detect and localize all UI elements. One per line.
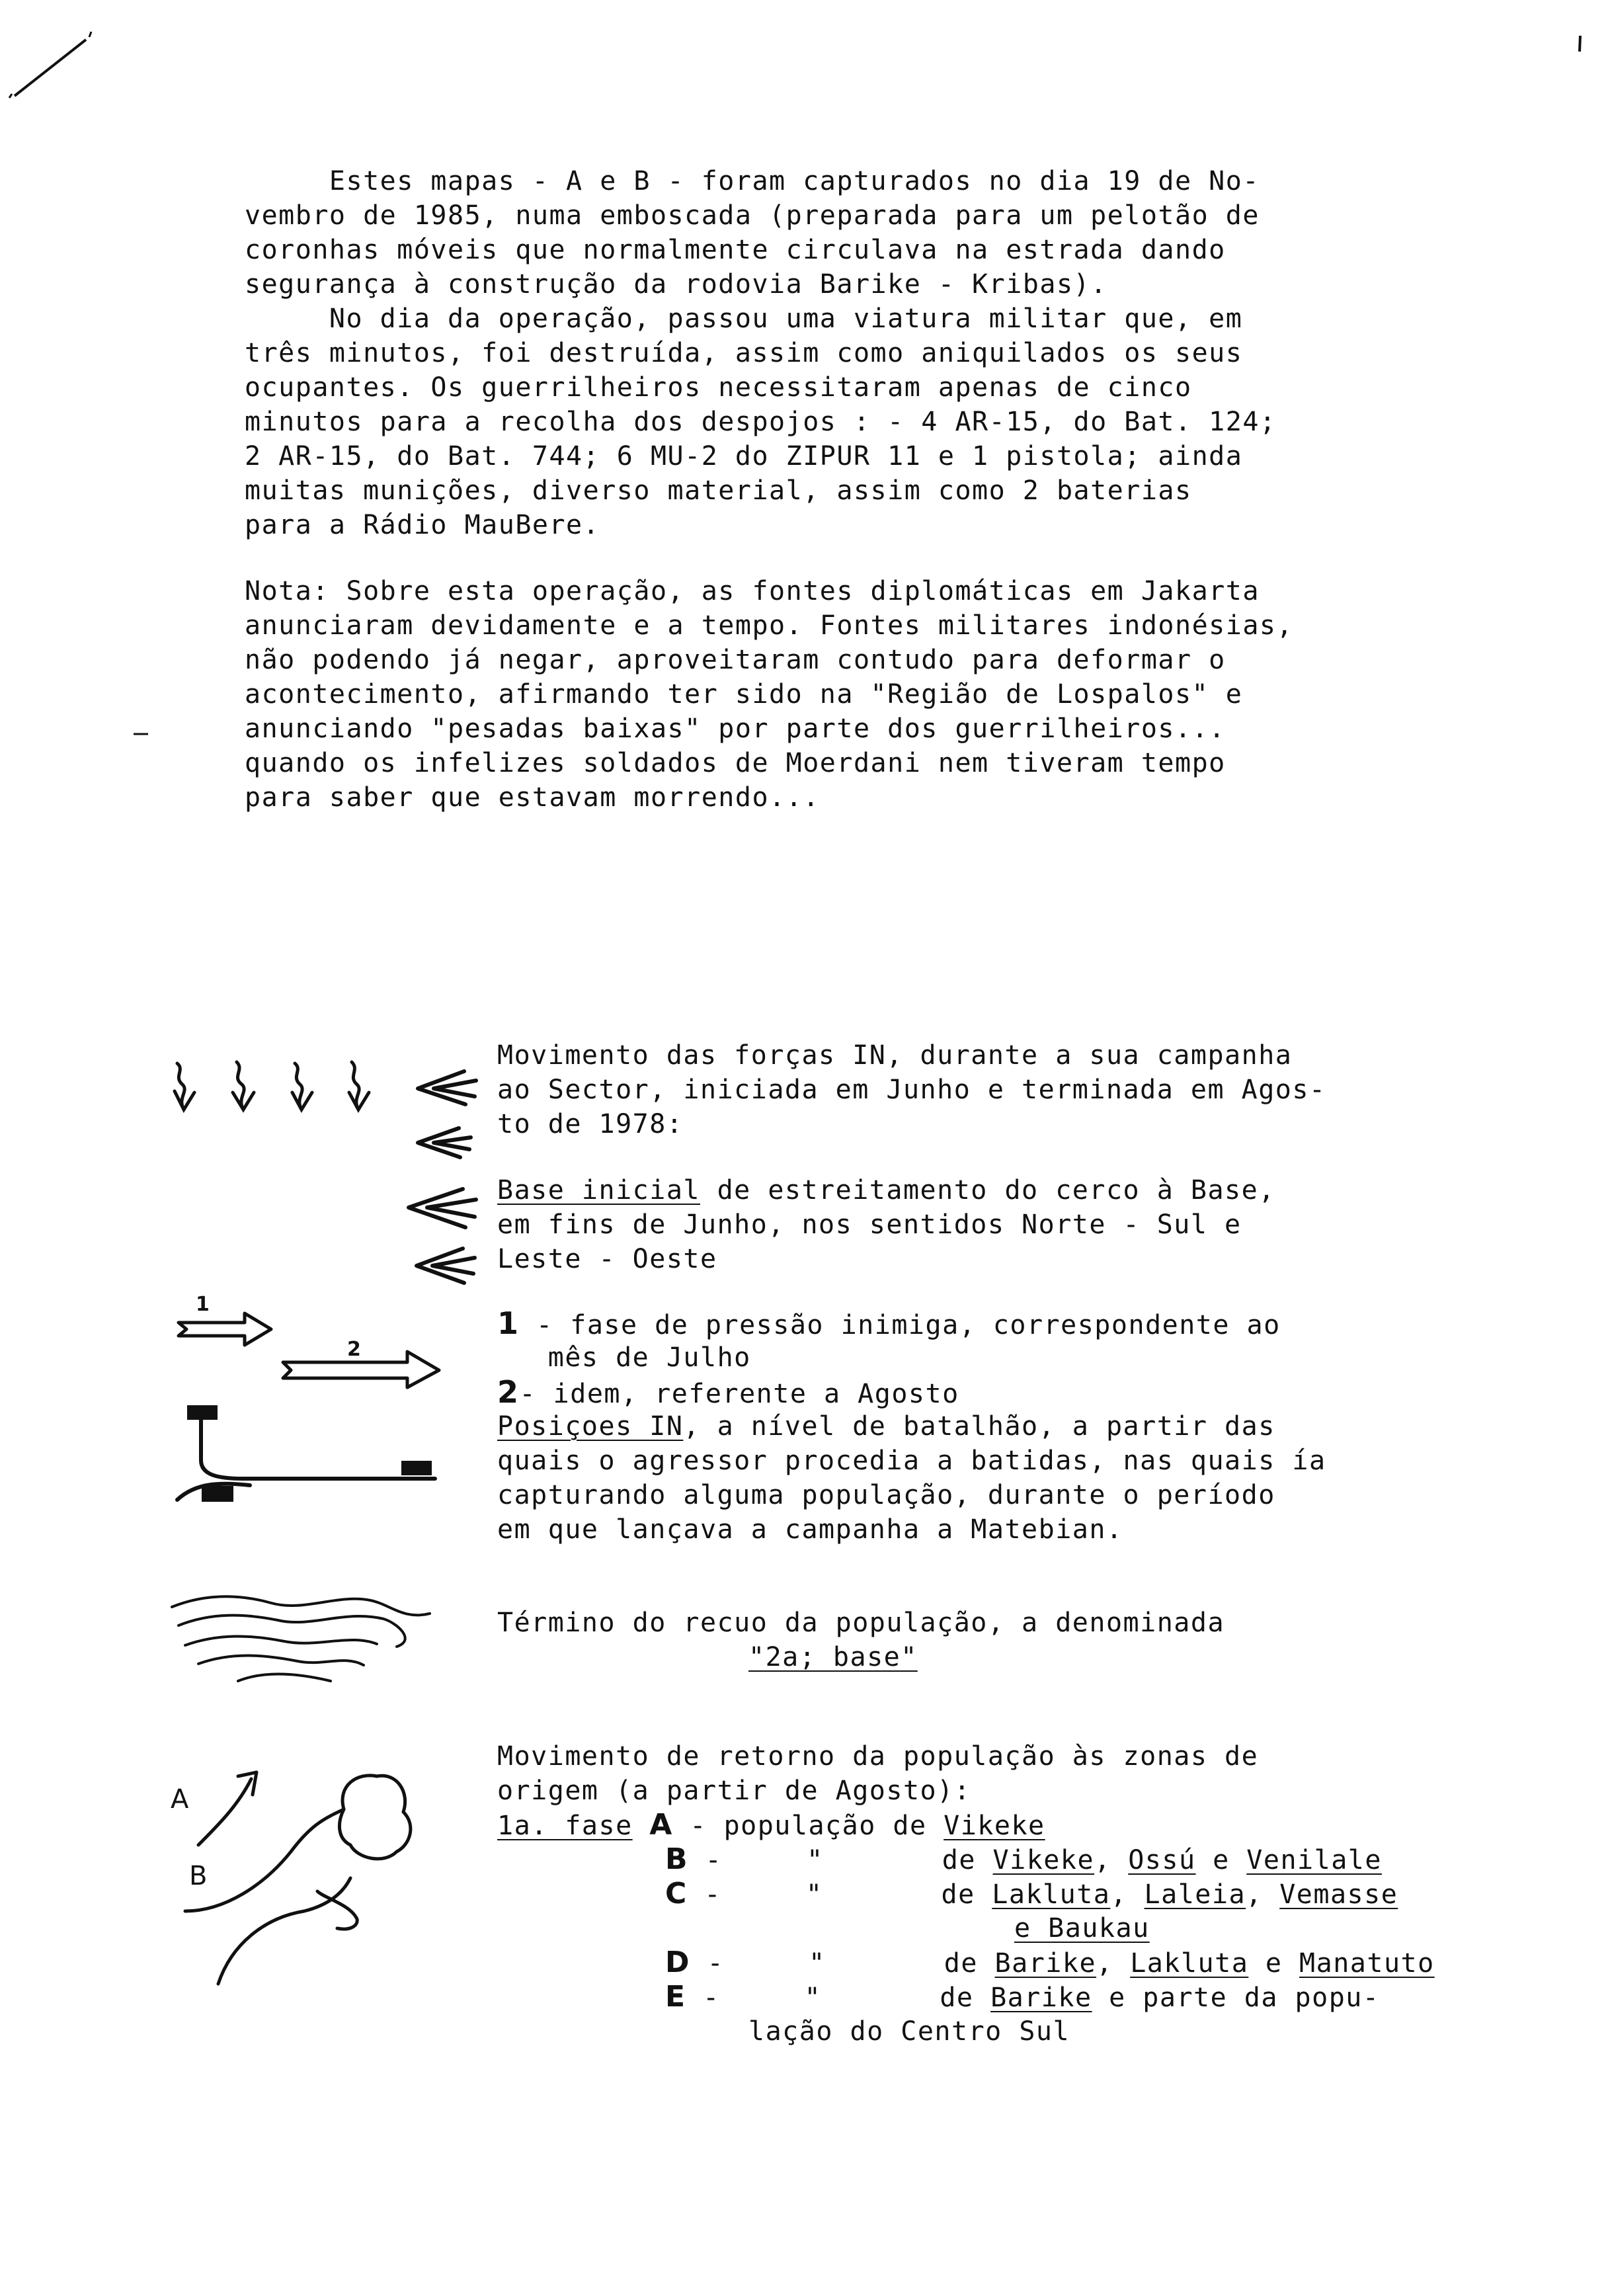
margin-tick-mark bbox=[1577, 34, 1584, 54]
legend-pressure-line: 1 - fase de pressão inimiga, correspondente ao bbox=[497, 1305, 1281, 1341]
legend-termino-line: Término do recuo da população, a denominada bbox=[497, 1608, 1225, 1638]
base-inicial-term: Base inicial bbox=[497, 1175, 700, 1206]
phase-2-number: 2 bbox=[497, 1374, 520, 1410]
segunda-base-label: "2a; base" bbox=[748, 1642, 918, 1672]
place-name: Barike bbox=[990, 1983, 1092, 2013]
row-letter: E bbox=[665, 1980, 686, 2014]
note-line: quando os infelizes soldados de Moerdani nem tiveram tempo bbox=[245, 748, 1226, 778]
intro-line: coronhas móveis que normalmente circulava na estrada dando bbox=[245, 235, 1226, 265]
note-line: Nota: Sobre esta operação, as fontes diplomáticas em Jakarta bbox=[245, 576, 1260, 606]
legend-positions-line: capturando alguma população, durante o período bbox=[497, 1480, 1275, 1510]
legend-retorno-line: Movimento de retorno da população às zonas de bbox=[497, 1741, 1259, 1772]
retorno-row-e-cont: lação do Centro Sul bbox=[748, 2016, 1070, 2047]
note-line: não podendo já negar, aproveitaram contudo para deformar o bbox=[245, 645, 1226, 675]
return-movement-sketch bbox=[159, 1746, 436, 1997]
left-arrow-symbol bbox=[405, 1124, 477, 1164]
place-name: Barike bbox=[994, 1948, 1097, 1979]
place-name: e Baukau bbox=[1014, 1913, 1150, 1944]
row-letter: A bbox=[649, 1808, 673, 1842]
sketch-label-a: A bbox=[171, 1784, 189, 1815]
legend-positions-line: Posiçoes IN, a nível de batalhão, a partir das bbox=[497, 1411, 1275, 1442]
legend-movement-line: to de 1978: bbox=[497, 1109, 684, 1139]
pressure-arrows-symbol bbox=[172, 1288, 456, 1401]
left-arrow-symbol bbox=[405, 1243, 477, 1290]
note-line: acontecimento, afirmando ter sido na "Região de Lospalos" e bbox=[245, 679, 1243, 710]
place-name: Lakluta bbox=[992, 1879, 1111, 1910]
legend-base-inicial-line: Leste - Oeste bbox=[497, 1244, 717, 1274]
ditto-mark: " bbox=[809, 1948, 826, 1979]
retorno-row-b: B - " de Vikeke, Ossú e Venilale bbox=[665, 1842, 1382, 1876]
place-name: Vikeke bbox=[944, 1811, 1045, 1841]
intro-line: 2 AR-15, do Bat. 744; 6 MU-2 do ZIPUR 11 e 1 pistola; ainda bbox=[245, 441, 1243, 472]
place-name: Laleia bbox=[1144, 1879, 1246, 1910]
legend-pressure-line: 2- idem, referente a Agosto bbox=[497, 1374, 959, 1410]
posicoes-in-term: Posiçoes IN bbox=[497, 1411, 684, 1442]
legend-base-inicial-line: Base inicial de estreitamento do cerco à Base, bbox=[497, 1175, 1275, 1206]
battalion-positions-symbol bbox=[171, 1402, 462, 1514]
wavy-lines-symbol bbox=[165, 1580, 443, 1700]
retorno-row-d: D - " de Barike, Lakluta e Manatuto bbox=[665, 1946, 1435, 1979]
place-name: Vemasse bbox=[1279, 1879, 1398, 1910]
place-name: Manatuto bbox=[1299, 1948, 1435, 1979]
retorno-row-e: E - " de Barike e parte da popu- bbox=[665, 1980, 1380, 2014]
left-arrow-symbol bbox=[405, 1066, 477, 1112]
left-arrow-symbol bbox=[397, 1184, 479, 1233]
note-line: anunciando "pesadas baixas" por parte dos guerrilheiros... bbox=[245, 714, 1226, 744]
legend-movement-line: ao Sector, iniciada em Junho e terminada em Agos- bbox=[497, 1075, 1326, 1105]
intro-line: muitas munições, diverso material, assim como 2 baterias bbox=[245, 475, 1192, 506]
margin-dash-mark bbox=[132, 731, 152, 737]
legend-retorno-line: origem (a partir de Agosto): bbox=[497, 1776, 971, 1806]
intro-line: três minutos, foi destruída, assim como aniquilados os seus bbox=[245, 338, 1243, 368]
phase-1-number: 1 bbox=[497, 1305, 520, 1341]
fase-label: 1a. fase bbox=[497, 1811, 633, 1841]
row-letter: B bbox=[665, 1842, 689, 1876]
sketch-label-b: B bbox=[189, 1861, 208, 1891]
pen-stroke-mark bbox=[7, 26, 93, 99]
legend-movement-line: Movimento das forças IN, durante a sua campanha bbox=[497, 1040, 1293, 1071]
legend-base-inicial-line: em fins de Junho, nos sentidos Norte - Sul e bbox=[497, 1210, 1242, 1240]
retorno-row-a: 1a. fase A - população de Vikeke bbox=[497, 1808, 1045, 1842]
legend-pressure-line: mês de Julho bbox=[497, 1342, 751, 1373]
place-name: Venilale bbox=[1246, 1845, 1382, 1875]
row-letter: D bbox=[665, 1946, 691, 1979]
note-line: anunciaram devidamente e a tempo. Fontes militares indonésias, bbox=[245, 610, 1294, 641]
intro-line: vembro de 1985, numa emboscada (preparada para um pelotão de bbox=[245, 200, 1260, 231]
intro-line: minutos para a recolha dos despojos : - 4 AR-15, do Bat. 124; bbox=[245, 407, 1277, 437]
retorno-row-c: C - " de Lakluta, Laleia, Vemasse bbox=[665, 1877, 1398, 1910]
intro-line: segurança à construção da rodovia Barike - Kribas). bbox=[245, 269, 1107, 300]
intro-line: para a Rádio MauBere. bbox=[245, 510, 600, 540]
place-name: Vikeke bbox=[992, 1845, 1095, 1875]
place-name: Ossú bbox=[1128, 1845, 1196, 1875]
intro-line: Estes mapas - A e B - foram capturados no dia 19 de No- bbox=[245, 166, 1260, 196]
row-letter: C bbox=[665, 1877, 688, 1910]
legend-positions-line: em que lançava a campanha a Matebian. bbox=[497, 1514, 1123, 1545]
note-line: para saber que estavam morrendo... bbox=[245, 782, 820, 813]
place-name: Lakluta bbox=[1130, 1948, 1249, 1979]
legend-positions-line: quais o agressor procedia a batidas, nas quais ía bbox=[497, 1446, 1326, 1476]
intro-line: No dia da operação, passou uma viatura militar que, em bbox=[245, 304, 1243, 334]
ditto-mark: " bbox=[804, 1983, 822, 2013]
svg-text:1: 1 bbox=[196, 1293, 210, 1316]
ditto-mark: " bbox=[807, 1845, 824, 1875]
intro-line: ocupantes. Os guerrilheiros necessitaram apenas de cinco bbox=[245, 372, 1192, 403]
down-arrows-symbol bbox=[165, 1057, 403, 1116]
svg-text:2: 2 bbox=[347, 1338, 361, 1361]
ditto-mark: " bbox=[805, 1879, 823, 1910]
